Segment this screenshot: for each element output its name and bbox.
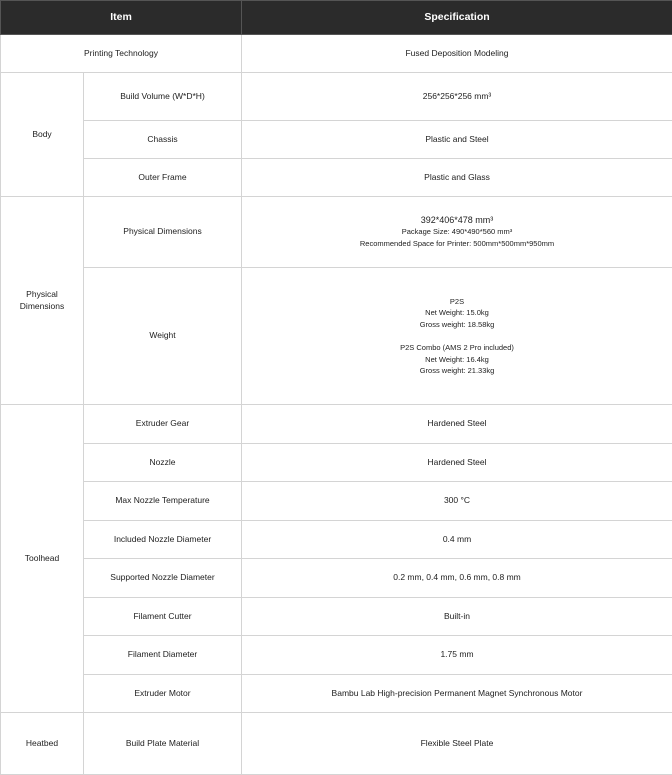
table-row bbox=[1, 121, 672, 159]
spec-included-nozzle-diameter: 0.4 mm bbox=[242, 521, 672, 559]
table-row bbox=[1, 35, 672, 73]
dimensions-package: Package Size: 490*490*560 mm³ bbox=[401, 227, 513, 237]
item-physical-dimensions: Physical Dimensions bbox=[84, 197, 242, 268]
table-header-row bbox=[1, 1, 672, 35]
spec-printing-technology: Fused Deposition Modeling bbox=[242, 35, 672, 73]
spec-chassis: Plastic and Steel bbox=[242, 121, 672, 159]
weight-combo-gross: Gross weight: 21.33kg bbox=[419, 366, 495, 375]
item-weight: Weight bbox=[84, 268, 242, 405]
weight-p2s-net: Net Weight: 15.0kg bbox=[425, 308, 489, 317]
item-nozzle: Nozzle bbox=[84, 444, 242, 482]
table-row bbox=[1, 268, 672, 405]
spec-filament-diameter: 1.75 mm bbox=[242, 636, 672, 675]
weight-p2s-gross: Gross weight: 18.58kg bbox=[419, 319, 495, 329]
table-row bbox=[1, 636, 672, 675]
table-row bbox=[1, 197, 672, 268]
spec-extruder-motor: Bambu Lab High-precision Permanent Magnet Synchronous Motor bbox=[242, 675, 672, 713]
spec-physical-dimensions bbox=[242, 197, 672, 268]
spec-max-nozzle-temperature: 300 °C bbox=[242, 482, 672, 521]
item-supported-nozzle-diameter: Supported Nozzle Diameter bbox=[84, 559, 242, 598]
spec-supported-nozzle-diameter: 0.2 mm, 0.4 mm, 0.6 mm, 0.8 mm bbox=[242, 559, 672, 598]
item-max-nozzle-temperature: Max Nozzle Temperature bbox=[84, 482, 242, 521]
item-chassis: Chassis bbox=[84, 121, 242, 159]
weight-combo: P2S Combo (AMS 2 Pro included) bbox=[400, 343, 514, 352]
group-toolhead: Toolhead bbox=[1, 405, 84, 713]
table-row bbox=[1, 405, 672, 444]
spec-weight bbox=[242, 268, 672, 405]
item-filament-cutter: Filament Cutter bbox=[84, 598, 242, 636]
dimensions-recommended-space: Recommended Space for Printer: 500mm*500mm*950mm bbox=[359, 238, 555, 248]
item-filament-diameter: Filament Diameter bbox=[84, 636, 242, 675]
group-physical-dimensions: Physical Dimensions bbox=[1, 197, 84, 405]
item-extruder-motor: Extruder Motor bbox=[84, 675, 242, 713]
spec-build-volume: 256*256*256 mm³ bbox=[242, 73, 672, 121]
spec-filament-cutter: Built-in bbox=[242, 598, 672, 636]
table-row bbox=[1, 521, 672, 559]
weight-combo-net: Net Weight: 16.4kg bbox=[425, 354, 489, 364]
item-outer-frame: Outer Frame bbox=[84, 159, 242, 197]
spec-extruder-gear: Hardened Steel bbox=[242, 405, 672, 444]
table-row bbox=[1, 559, 672, 598]
item-extruder-gear: Extruder Gear bbox=[84, 405, 242, 444]
group-heatbed: Heatbed bbox=[1, 713, 84, 775]
dimensions-size: 392*406*478 mm³ bbox=[420, 214, 494, 225]
weight-p2s: P2S bbox=[449, 296, 465, 306]
header-item: Item bbox=[1, 1, 242, 35]
table-row bbox=[1, 713, 672, 775]
table-row bbox=[1, 598, 672, 636]
table-row bbox=[1, 73, 672, 121]
spec-nozzle: Hardened Steel bbox=[242, 444, 672, 482]
table-row bbox=[1, 444, 672, 482]
item-build-volume: Build Volume (W*D*H) bbox=[84, 73, 242, 121]
group-body: Body bbox=[1, 73, 84, 197]
header-specification: Specification bbox=[242, 1, 672, 35]
item-printing-technology: Printing Technology bbox=[1, 35, 242, 73]
table-row bbox=[1, 482, 672, 521]
table-row bbox=[1, 159, 672, 197]
item-build-plate-material: Build Plate Material bbox=[84, 713, 242, 775]
spec-outer-frame: Plastic and Glass bbox=[242, 159, 672, 197]
spec-build-plate-material: Flexible Steel Plate bbox=[242, 713, 672, 775]
item-included-nozzle-diameter: Included Nozzle Diameter bbox=[84, 521, 242, 559]
table-row bbox=[1, 675, 672, 713]
